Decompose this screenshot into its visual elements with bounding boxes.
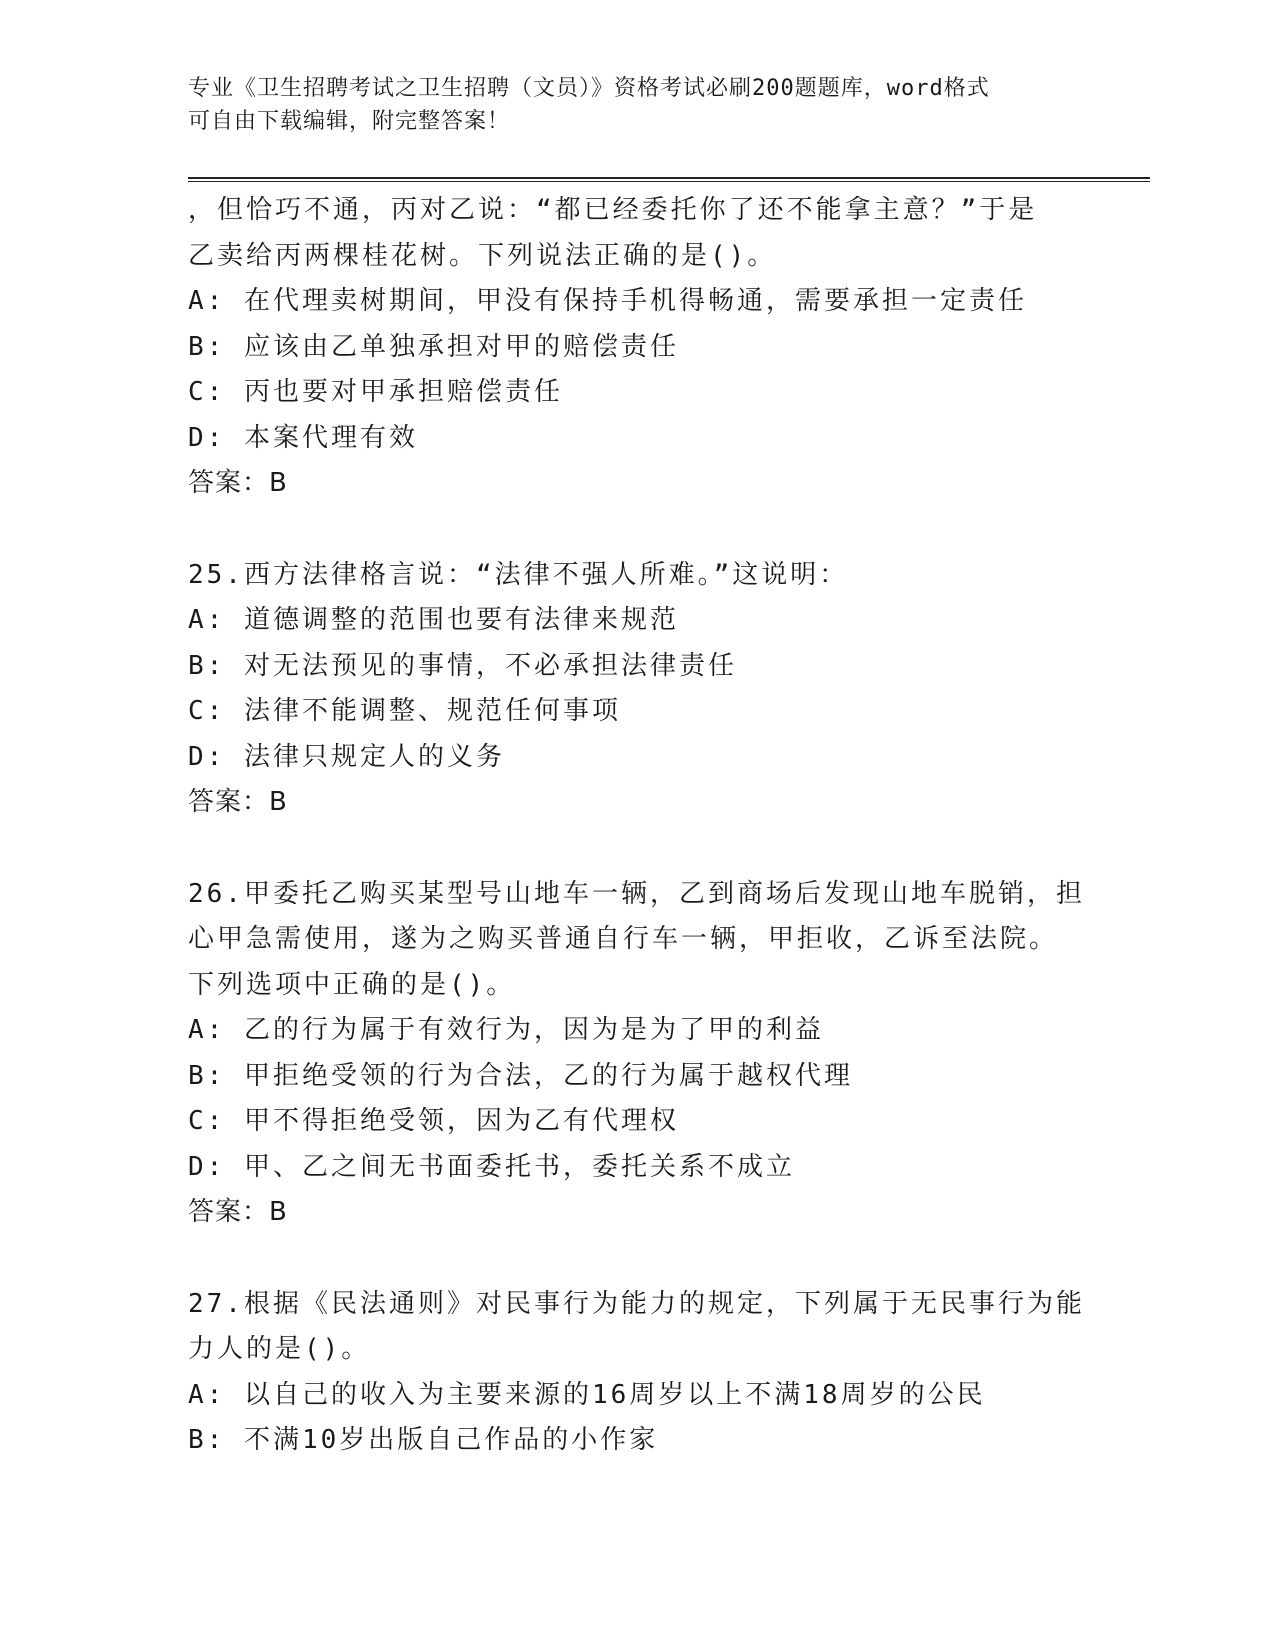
option-b: B: 对无法预见的事情，不必承担法律责任 — [188, 650, 737, 681]
page-header — [188, 72, 1088, 138]
option-a: A: 道德调整的范围也要有法律来规范 — [188, 605, 679, 635]
question-block — [188, 553, 1088, 826]
option-c: C: 法律不能调整、规范任何事项 — [188, 696, 621, 726]
option-c: C: 甲不得拒绝受领，因为乙有代理权 — [188, 1106, 679, 1136]
question-text-line: 25.西方法律格言说：“法律不强人所难。”这说明： — [188, 559, 849, 590]
option-a: A: 乙的行为属于有效行为，因为是为了甲的利益 — [188, 1015, 824, 1045]
header-title-line-1: 专业《卫生招聘考试之卫生招聘（文员）》资格考试必刷200题题库，word格式 — [188, 76, 990, 101]
document-body — [188, 188, 1088, 1510]
question-text-line: 力人的是()。 — [188, 1334, 371, 1364]
header-divider-thin — [188, 181, 1150, 182]
option-a: A: 在代理卖树期间，甲没有保持手机得畅通，需要承担一定责任 — [188, 286, 1027, 316]
option-b: B: 应该由乙单独承担对甲的赔偿责任 — [188, 331, 679, 362]
header-title-line-2: 可自由下载编辑，附完整答案！ — [188, 109, 511, 134]
header-divider — [188, 177, 1150, 179]
answer-line: 答案：B — [188, 787, 288, 817]
question-block — [188, 872, 1088, 1236]
option-d: D: 法律只规定人的义务 — [188, 741, 505, 772]
question-text-line: 心甲急需使用，遂为之购买普通自行车一辆，甲拒收，乙诉至法院。 — [188, 924, 1059, 954]
option-b: B: 不满10岁出版自己作品的小作家 — [188, 1425, 659, 1455]
option-b: B: 甲拒绝受领的行为合法，乙的行为属于越权代理 — [188, 1060, 853, 1091]
question-text-line: 26.甲委托乙购买某型号山地车一辆，乙到商场后发现山地车脱销，担 — [188, 878, 1085, 909]
answer-line: 答案：B — [188, 1197, 288, 1227]
option-d: D: 甲、乙之间无书面委托书，委托关系不成立 — [188, 1151, 795, 1182]
question-block — [188, 1282, 1088, 1464]
question-text-line: 乙卖给丙两棵桂花树。下列说法正确的是()。 — [188, 240, 777, 271]
question-text-line: 下列选项中正确的是()。 — [188, 969, 516, 1000]
option-d: D: 本案代理有效 — [188, 422, 418, 453]
option-c: C: 丙也要对甲承担赔偿责任 — [188, 377, 563, 407]
question-block — [188, 188, 1088, 507]
question-text-line: 27.根据《民法通则》对民事行为能力的规定，下列属于无民事行为能 — [188, 1288, 1085, 1319]
answer-line: 答案：B — [188, 468, 288, 498]
option-a: A: 以自己的收入为主要来源的16周岁以上不满18周岁的公民 — [188, 1379, 986, 1410]
question-text-line: ，但恰巧不通，丙对乙说：“都已经委托你了还不能拿主意？”于是 — [188, 195, 1038, 225]
